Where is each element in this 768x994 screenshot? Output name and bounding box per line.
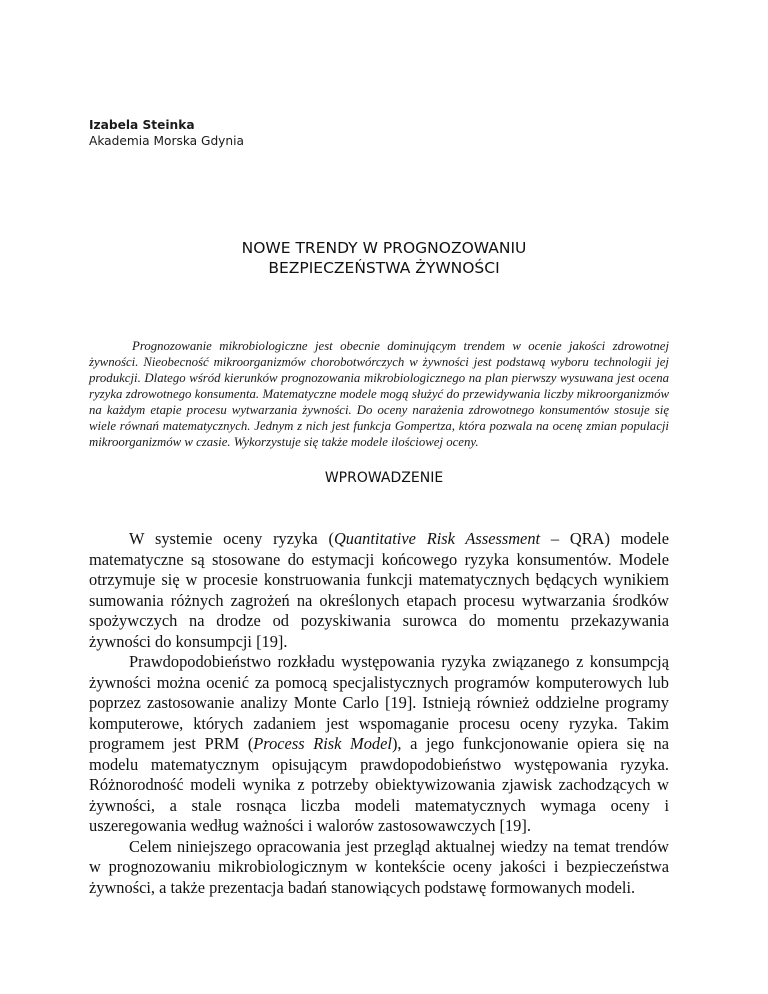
paragraph-2-text-a: Prawdopodobieństwo rozkładu występowania ryzyka związanego z konsumpcją żywności można ocenić za pomocą specjalistycznych programów komputerowych lub poprzez zastosowanie analizy Monte Carlo [19]. Istnieją również oddzielne programy komputerowe, których zadaniem jest wspomaganie procesu oceny ryzyka. Takim programem jest PRM ( xyxy=(89,652,669,753)
paragraph-2-term: Process Risk Model xyxy=(253,734,392,753)
title-line-1: NOWE TRENDY W PROGNOZOWANIU xyxy=(241,239,527,257)
body-text xyxy=(89,529,669,898)
paragraph-1-text-a: W systemie oceny ryzyka ( xyxy=(129,529,334,548)
author-name: Izabela Steinka xyxy=(89,118,195,132)
paragraph-1 xyxy=(89,529,669,652)
abstract: Prognozowanie mikrobiologiczne jest obecnie dominującym trendem w ocenie jakości zdrowotnej żywności. Nieobecność mikroorganizmów chorobotwórczych w żywności jest podstawą wyboru technologii jej produkcji. Dlatego wśród kierunków prognozowania mikrobiologicznego na plan pierwszy wysuwana jest ocena ryzyka zdrowotnego konsumenta. Matematyczne modele mogą służyć do przewidywania liczby mikroorganizmów na każdym etapie procesu wytwarzania żywności. Do oceny narażenia zdrowotnego konsumentów stosuje się wiele równań matematycznych. Jednym z nich jest funkcja Gompertza, która pozwala na ocenę zmian populacji mikroorganizmów w czasie. Wykorzystuje się także modele ilościowej oceny. xyxy=(89,338,669,450)
section-heading: WPROWADZENIE xyxy=(324,470,444,486)
paragraph-1-term: Quantitative Risk Assessment xyxy=(333,529,541,548)
paper-title xyxy=(0,238,768,278)
author-block xyxy=(89,117,244,149)
title-line-2: BEZPIECZEŃSTWA ŻYWNOŚCI xyxy=(268,259,500,277)
paragraph-1-text-b: – QRA) modele matematyczne są stosowane do estymacji końcowego ryzyka konsumentów. Modele otrzymuje się w procesie konstruowania funkcji matematycznych będących wynikiem sumowania różnych zagrożeń na określonych etapach procesu wytwarzania środków spożywczych na drodze od pozyskiwania surowca do momentu przekazywania żywności do konsumpcji [19]. xyxy=(89,529,670,651)
author-affiliation: Akademia Morska Gdynia xyxy=(89,134,244,148)
paragraph-2-text-b: ), a jego funkcjonowanie opiera się na modelu matematycznym opisującym prawdopodobieństwo występowania ryzyka. Różnorodność modeli wynika z potrzeby obiektywizowania zjawisk zachodzących w żywności, a stale rosnąca liczba modeli matematycznych wymaga oceny i uszeregowania według ważności i walorów zastosowawczych [19]. xyxy=(89,734,669,835)
paragraph-2 xyxy=(89,652,669,837)
paragraph-3: Celem niniejszego opracowania jest przegląd aktualnej wiedzy na temat trendów w prognozowaniu mikrobiologicznym w kontekście oceny jakości i bezpieczeństwa żywności, a także prezentacja badań stanowiących podstawę formowanych modeli. xyxy=(89,836,669,897)
